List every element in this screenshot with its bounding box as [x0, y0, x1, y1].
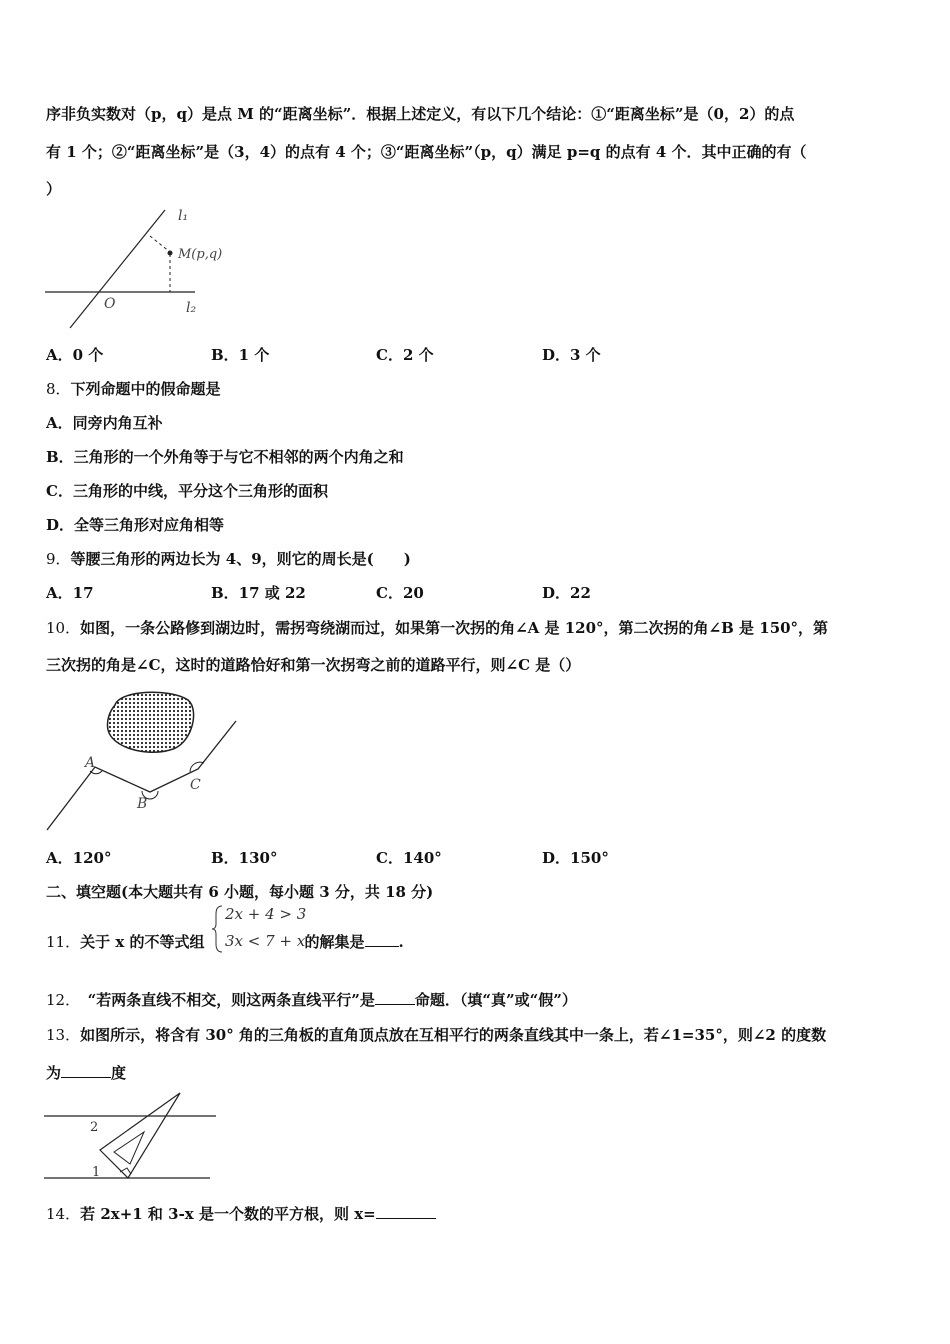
label-b: B	[137, 796, 148, 812]
q10-option-c: C．140°	[376, 849, 442, 867]
q12-text-a: “若两条直线不相交，则这两条直线平行”是	[87, 991, 375, 1009]
q12-answer-blank	[375, 990, 415, 1005]
q11-stem: 11．关于 x 的不等式组 的解集是 .	[46, 933, 404, 951]
q13-text-line1: 如图所示，将含有 30° 角的三角板的直角顶点放在互相平行的两条直线其中一条上，若∠1=35°，则∠2 的度数	[80, 1026, 827, 1044]
q11-suffix: 的解集是	[304, 933, 365, 951]
q8-option-b: B．三角形的一个外角等于与它不相邻的两个内角之和	[46, 448, 404, 466]
q9-option-d: D．22	[542, 584, 591, 602]
q7-option-c: C．2 个	[376, 346, 434, 364]
q9-stem	[46, 548, 411, 569]
q13-answer-blank	[61, 1063, 111, 1078]
q7-text-line3: ）	[46, 180, 62, 198]
q14-answer-blank	[376, 1204, 436, 1219]
q8-number: 8．	[46, 380, 71, 398]
q11-number: 11．	[46, 933, 81, 951]
q9-number: 9．	[46, 550, 71, 568]
label-m: M(p,q)	[178, 247, 223, 262]
q10-number: 10．	[46, 619, 81, 637]
l1-line	[70, 210, 165, 328]
q10-stem-line1	[46, 617, 828, 638]
q10-option-d: D．150°	[542, 849, 609, 867]
perp-to-l1	[150, 236, 170, 252]
q11-brace	[212, 904, 224, 954]
label-l2: l₂	[186, 300, 197, 316]
q11-ineq-2: 3x < 7 + x	[225, 932, 306, 950]
q7-figure-distance-coordinate	[40, 200, 240, 335]
label-l1: l₁	[178, 208, 189, 224]
q7-option-a: A．0 个	[46, 346, 104, 364]
q13-stem-line1	[46, 1024, 826, 1045]
q13-text-line2b: 度	[111, 1064, 127, 1082]
q8-option-c: C．三角形的中线，平分这个三角形的面积	[46, 482, 328, 500]
q7-option-d: D．3 个	[542, 346, 601, 364]
q10-text-line2: 三次拐的角是∠C，这时的道路恰好和第一次拐弯之前的道路平行，则∠C 是（）	[46, 656, 581, 674]
q14-stem	[46, 1203, 436, 1224]
label-angle-1: 1	[92, 1165, 101, 1180]
label-o: O	[104, 296, 116, 312]
point-m	[168, 251, 173, 256]
q12-number: 12．	[46, 991, 88, 1009]
q11-prefix: 关于 x 的不等式组	[80, 933, 205, 951]
q8-option-d: D．全等三角形对应角相等	[46, 516, 225, 534]
q10-text-line1: 如图，一条公路修到湖边时，需拐弯绕湖而过，如果第一次拐的角∠A 是 120°，第二次拐的角∠B 是 150°，第	[80, 619, 829, 637]
q13-figure-triangle-ruler	[44, 1088, 220, 1184]
q13-stem-line2	[46, 1062, 126, 1083]
q7-text-line2: 有 1 个；②“距离坐标”是（3，4）的点有 4 个；③“距离坐标”（p，q）满足 p=q 的点有 4 个．其中正确的有（	[46, 143, 807, 161]
q9-option-b: B．17 或 22	[211, 584, 306, 602]
q10-option-a: A．120°	[46, 849, 112, 867]
q9-option-c: C．20	[376, 584, 424, 602]
q7-option-b: B．1 个	[211, 346, 270, 364]
q11-answer-blank	[365, 932, 399, 947]
q14-text: 若 2x+1 和 3-x 是一个数的平方根，则 x=	[80, 1205, 376, 1223]
label-angle-2: 2	[90, 1120, 99, 1135]
q14-number: 14．	[46, 1205, 81, 1223]
q9-option-a: A．17	[46, 584, 94, 602]
q8-option-a: A．同旁内角互补	[46, 414, 163, 432]
q8-stem	[46, 378, 221, 399]
q9-text: 等腰三角形的两边长为 4、9，则它的周长是( )	[70, 550, 411, 568]
section-2-heading: 二、填空题(本大题共有 6 小题，每小题 3 分，共 18 分)	[46, 883, 434, 901]
q7-text-line1: 序非负实数对（p，q）是点 M 的“距离坐标”．根据上述定义，有以下几个结论：①“距离坐标”是（0，2）的点	[46, 105, 795, 123]
label-c: C	[190, 777, 201, 793]
q12-text-b: 命题．（填“真”或“假”）	[414, 991, 577, 1009]
label-a: A	[85, 755, 96, 771]
q10-figure-road-lake	[40, 685, 245, 835]
q13-number: 13．	[46, 1026, 81, 1044]
q12-stem	[46, 989, 577, 1010]
q10-option-b: B．130°	[211, 849, 278, 867]
lake-shape	[107, 692, 193, 752]
right-angle-mark	[120, 1168, 131, 1174]
q13-text-line2a: 为	[46, 1064, 62, 1082]
q8-text: 下列命题中的假命题是	[70, 380, 221, 398]
triangle-outer	[100, 1093, 180, 1178]
q11-ineq-1: 2x + 4 > 3	[225, 905, 307, 923]
